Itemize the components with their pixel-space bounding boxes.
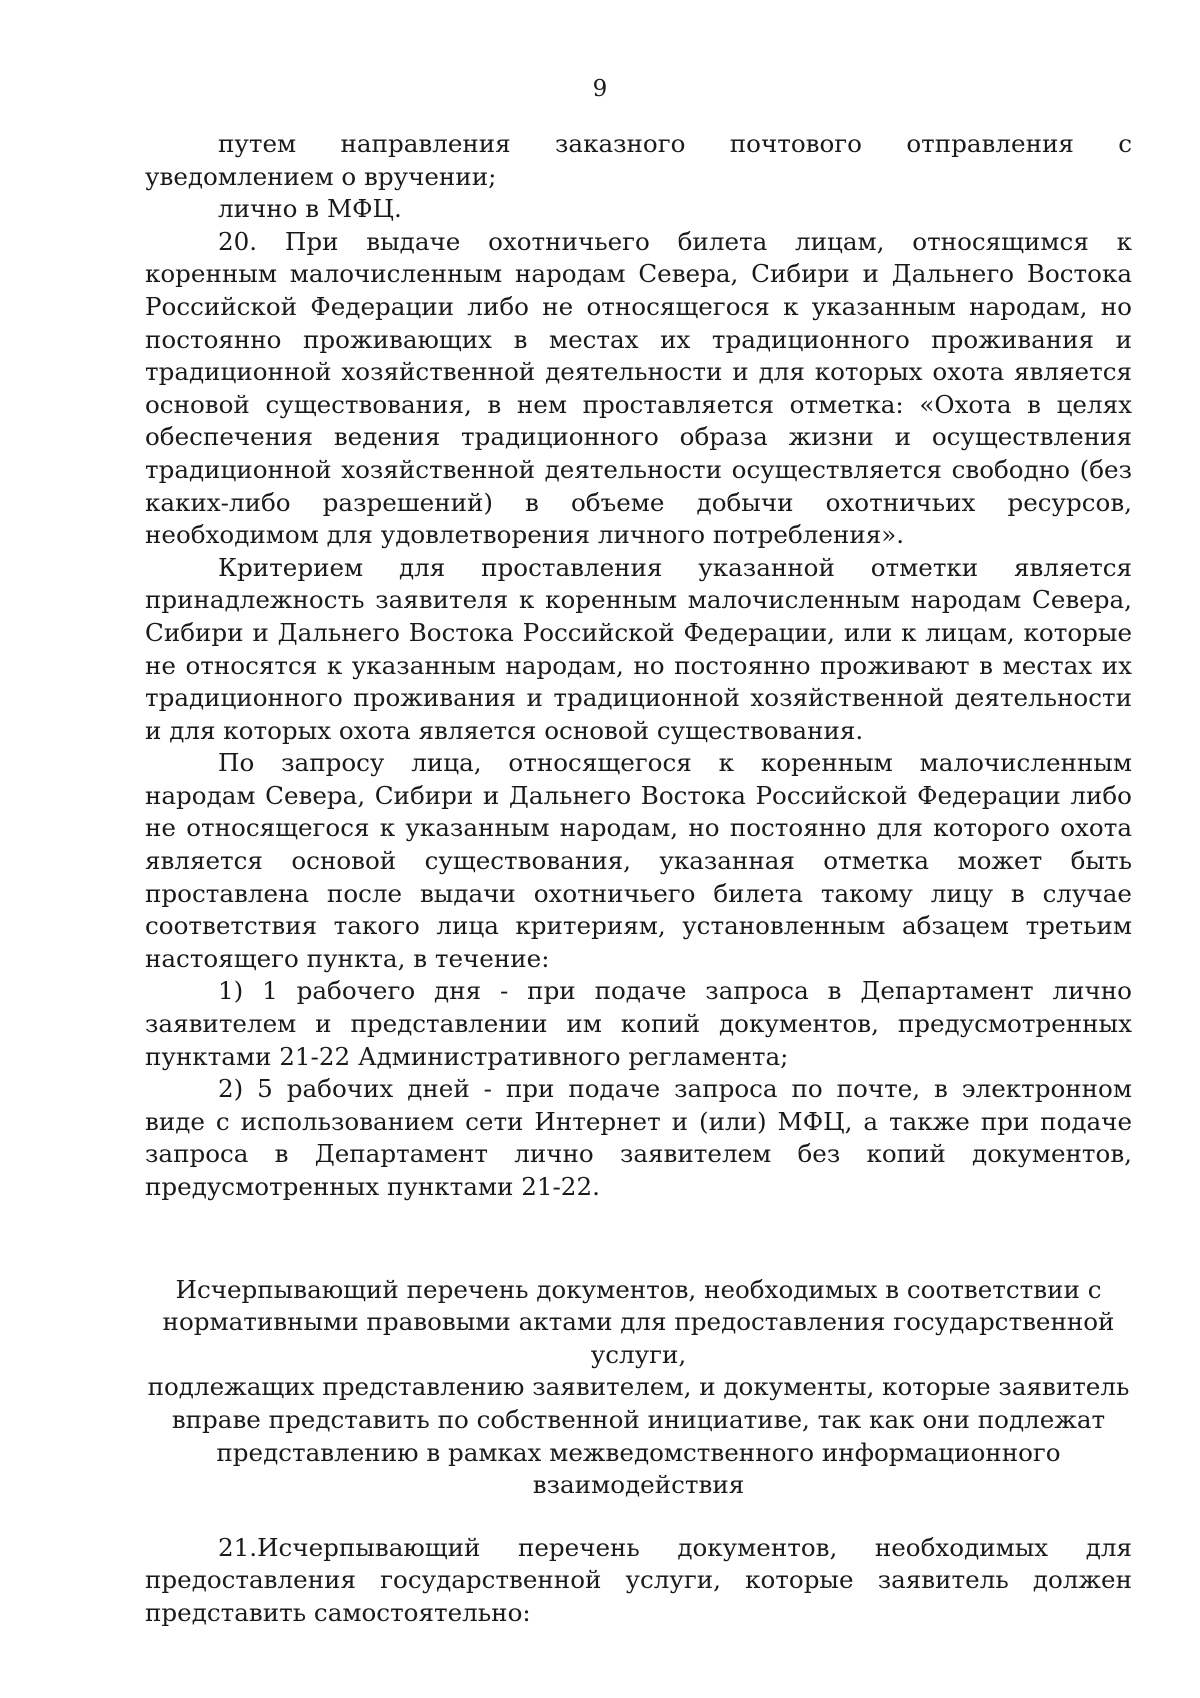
paragraph-criterion: Критерием для проставления указанной отметки является принадлежность заявителя к коренным малочисленным народам Севера, Сибири и Дальнего Востока Российской Федерации, или к лицам, которые не относятся к указанным народам, но постоянно проживают в местах их традиционного проживания и традиционной хозяйственной деятельности и для которых охота является основой существования. xyxy=(145,552,1132,745)
page-number: 9 xyxy=(592,76,608,102)
section-heading xyxy=(145,1274,1132,1502)
paragraph-term-1: 1) 1 рабочего дня - при подаче запроса в Департамент лично заявителем и представлении им копий документов, предусмотренных пунктами 21-22 Административного регламента; xyxy=(145,976,1132,1071)
paragraph-term-2: 2) 5 рабочих дней - при подаче запроса по почте, в электронном виде с использованием сети Интернет и (или) МФЦ, а также при подаче запроса в Департамент лично заявителем без копий документов, предусмотренных пунктами 21-22. xyxy=(145,1074,1132,1201)
paragraph-21: 21.Исчерпывающий перечень документов, необходимых для предоставления государственной услуги, которые заявитель должен представить самостоятельно: xyxy=(145,1532,1132,1627)
paragraph-delivery-by-mail: путем направления заказного почтового отправления с уведомлением о вручении; xyxy=(145,129,1132,191)
paragraph-20: 20. При выдаче охотничьего билета лицам, относящимся к коренным малочисленным народам Севера, Сибири и Дальнего Востока Российской Федерации либо не относящегося к указанным народам, но постоянно проживающих в местах их традиционного проживания и традиционной хозяйственной деятельности и для которых охота является основой существования, в нем проставляется отметка: «Охота в целях обеспечения ведения традиционного образа жизни и осуществления традиционной хозяйственной деятельности осуществляется свободно (без каких-либо разрешений) в объеме добычи охотничьих ресурсов, необходимом для удовлетворения личного потребления». xyxy=(145,226,1132,550)
paragraph-upon-request: По запросу лица, относящегося к коренным малочисленным народам Севера, Сибири и Дальнего Востока Российской Федерации либо не относящегося к указанным народам, но постоянно для которого охота является основой существования, указанная отметка может быть проставлена после выдачи охотничьего билета такому лицу в случае соответствия такого лица критериям, установленным абзацем третьим настоящего пункта, в течение: xyxy=(145,748,1132,973)
document-body xyxy=(145,128,1132,1630)
section-heading-line: представлению в рамках межведомственного информационного xyxy=(216,1437,1061,1467)
section-heading-line: подлежащих представлению заявителем, и документы, которые заявитель xyxy=(147,1372,1130,1402)
section-heading-line: нормативными правовыми актами для предоставления государственной услуги, xyxy=(162,1307,1115,1369)
paragraph-delivery-in-person: лично в МФЦ. xyxy=(218,194,402,224)
section-heading-line: взаимодействия xyxy=(532,1470,745,1500)
section-heading-line: вправе представить по собственной инициативе, так как они подлежат xyxy=(171,1404,1106,1434)
section-heading-line: Исчерпывающий перечень документов, необходимых в соответствии с xyxy=(175,1274,1102,1304)
